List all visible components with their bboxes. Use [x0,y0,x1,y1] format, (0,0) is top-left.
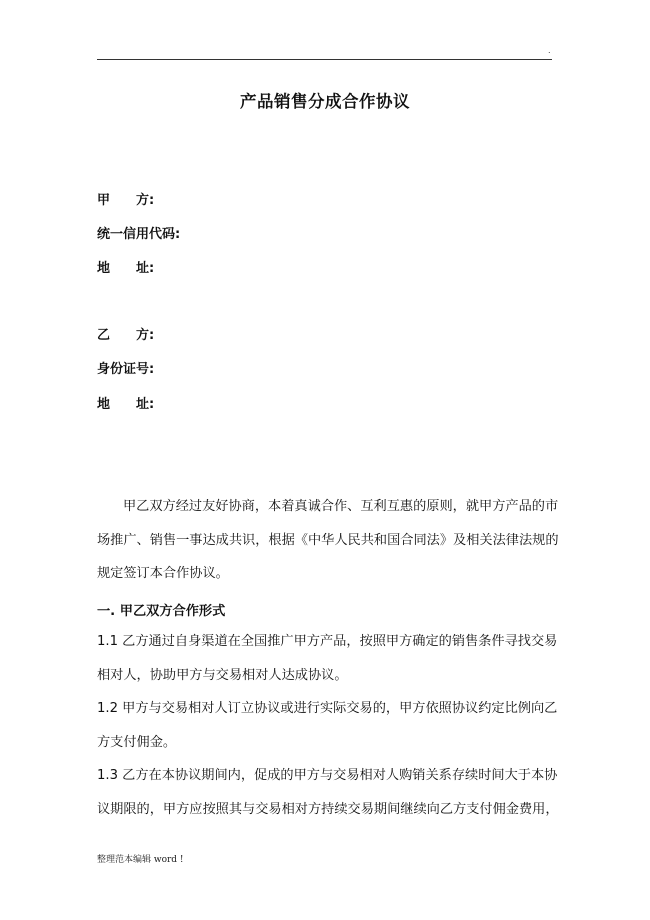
party-b-name-label: 乙 方: [97,328,155,343]
intro-line: 场推广、销售一事达成共识，根据《中华人民共和国合同法》及相关法律法规的 [97,532,559,548]
intro-paragraph [97,490,559,591]
document-title: 产品销售分成合作协议 [240,92,410,111]
clause-line: 相对人，协助甲方与交易相对人达成协议。 [97,667,348,683]
clause-line: 1.1 乙方通过自身渠道在全国推广甲方产品，按照甲方确定的销售条件寻找交易 [97,634,558,649]
intro-line: 甲乙双方经过友好协商，本着真诚合作、互利互惠的原则，就甲方产品的市 [123,499,559,514]
party-b-address-label: 地 址: [97,397,155,412]
header-mark: . [548,46,551,55]
clause-line: 议期限的，甲方应按照其与交易相对方持续交易期间继续向乙方支付佣金费用， [97,801,559,817]
clause-line: 1.3 乙方在本协议期间内，促成的甲方与交易相对人购销关系存续时间大于本协 [97,768,558,783]
section-1-heading: 一. 甲乙双方合作形式 [97,604,226,619]
header-rule [97,59,552,60]
clause-1-1 [97,625,558,692]
party-a-code-label: 统一信用代码: [97,227,181,242]
clause-line: 方支付佣金。 [97,734,177,750]
intro-line: 规定签订本合作协议。 [97,566,229,581]
footer-note: 整理范本编辑 word ! [97,855,184,865]
clause-1-2 [97,692,558,759]
party-a-address-label: 地 址: [97,261,155,276]
party-a-name-label: 甲 方: [97,193,155,208]
clause-line: 1.2 甲方与交易相对人订立协议或进行实际交易的，甲方依照协议约定比例向乙 [97,701,558,716]
party-b-id-label: 身份证号: [97,362,155,377]
clause-1-3 [97,759,559,826]
